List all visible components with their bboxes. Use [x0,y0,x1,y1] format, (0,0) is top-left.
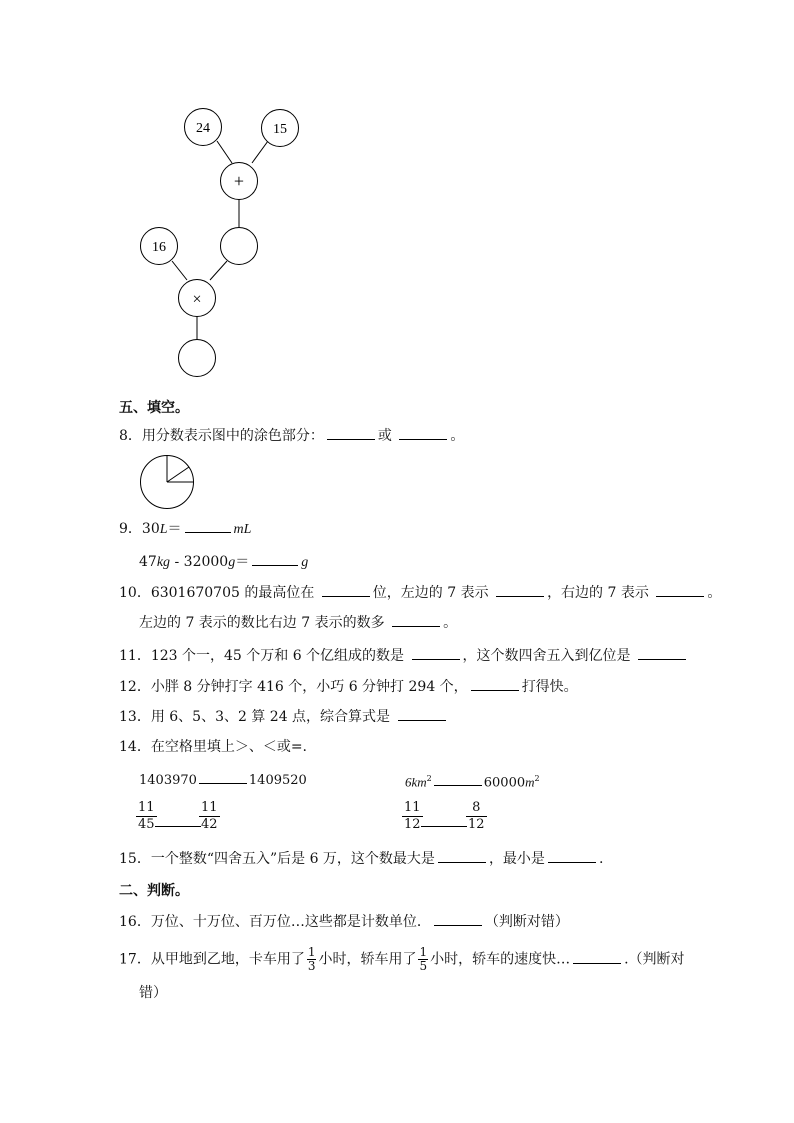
q14-f1-den: 45 [138,817,155,832]
q17-f2-num: 1 [419,945,428,959]
question-16 [119,911,569,932]
q14-f2-num: 11 [201,800,218,815]
q8-text: 8．用分数表示图中的涂色部分： [119,428,324,444]
q14-f1-num: 11 [138,800,155,815]
q14-c1-right: 1409520 [248,773,307,788]
question-15 [119,848,603,869]
q14-c2-sup-2: 2 [534,774,540,783]
q9-blank-1[interactable] [185,518,231,533]
times-icon: × [192,291,202,308]
node-16 [141,228,178,265]
q9-line2-mid: - 32000 [170,554,229,570]
q11-text-b: ，这个数四舍五入到亿位是 [462,648,631,664]
q9-unit-g-2: g [301,555,309,570]
q14-f-blank-2[interactable] [421,826,467,827]
q17-f1-num: 1 [307,945,316,959]
q11-blank-2[interactable] [638,645,686,660]
q14-c2-unit-km: km [411,774,427,790]
q12-text-b: 打得快。 [521,679,578,695]
q16-judge-label: （判断对错） [484,914,569,930]
q14-c2-unit-m: m [525,774,535,790]
q14-c2-sup-1: 2 [426,774,432,783]
q15-text-c: . [598,851,604,867]
q10-line2-end: 。 [443,615,458,631]
q16-blank[interactable] [434,911,482,926]
q14-fraction-4 [466,800,487,833]
node-15 [262,110,299,147]
q10-text-a: 10．6301670705 的最高位在 [119,585,315,601]
q8-end: 。 [450,428,465,444]
q8-blank-2[interactable] [399,425,447,440]
node-16-label: 16 [152,240,166,255]
plus-icon: + [233,171,245,191]
q17-text-c: 小时，轿车的速度快… [430,951,571,968]
q12-text-a: 12．小胖 8 分钟打字 416 个，小巧 6 分钟打 294 个， [119,679,468,695]
shaded-circle-figure [139,453,197,511]
q16-text: 16．万位、十万位、百万位…这些都是计数单位． [119,914,431,930]
question-12 [119,676,578,697]
q14-c1-left: 1403970 [139,773,197,788]
question-10-line-1 [119,582,721,603]
q14-fraction-2 [199,800,220,833]
q10-blank-4[interactable] [392,612,440,627]
q9-equals: ＝ [167,521,182,537]
question-10-line-2 [139,612,457,633]
node-24-label: 24 [196,121,210,136]
q10-text-b: 位，左边的 7 表示 [372,585,489,601]
q9-line2-equals: ＝ [235,554,250,570]
q13-blank[interactable] [398,706,446,721]
q10-blank-3[interactable] [656,582,704,597]
node-15-label: 15 [273,122,287,137]
q9-unit-l: L [159,522,168,537]
q14-f4-num: 8 [466,800,487,817]
q14-c1-blank[interactable] [199,769,247,784]
q9-unit-ml: mL [233,522,252,537]
q17-text-a: 17．从甲地到乙地，卡车用了 [119,951,305,968]
section-2-title: 二、判断。 [119,883,189,899]
question-9-line-2 [139,551,308,573]
question-13 [119,706,449,727]
question-17-line-2: 错） [139,985,167,1001]
node-24 [185,109,222,146]
q14-fraction-3 [402,800,423,833]
q17-f2-den: 5 [419,959,428,973]
q14-c2-left-value: 6 [405,774,412,790]
q15-text-a: 15．一个整数“四舍五入”后是 6 万，这个数最大是 [119,851,435,867]
calc-tree-diagram [130,100,320,385]
q10-text-d: 。 [707,585,722,601]
q14-f4-den: 12 [468,817,485,832]
question-14-title: 14．在空格里填上＞、＜或=. [119,739,307,755]
q14-c2-blank[interactable] [434,771,482,786]
q9-unit-kg: kg [156,555,171,570]
q17-text-d: .（判断对 [624,951,685,968]
q15-text-b: ，最小是 [488,851,545,867]
q8-blank-1[interactable] [327,425,375,440]
question-11 [119,645,689,666]
q14-c2-right-value: 60000 [483,775,526,791]
q14-f2-den: 42 [201,817,218,832]
q14-compare-1 [139,769,307,791]
q9-value: 9．30 [119,521,160,537]
q14-compare-2 [405,769,540,793]
q14-f-blank-1[interactable] [155,826,201,827]
q9-line2-value: 47 [139,554,157,570]
q11-blank-1[interactable] [412,645,460,660]
q17-blank[interactable] [573,949,621,964]
empty-result-node-sum[interactable] [221,228,258,265]
q14-f3-num: 11 [404,800,421,815]
question-17-line-1 [119,946,685,973]
q10-blank-1[interactable] [322,582,370,597]
question-9-line-1 [119,518,251,540]
q17-fraction-2 [418,946,428,973]
q8-or: 或 [377,428,392,444]
q15-blank-1[interactable] [438,848,486,863]
question-8 [119,425,464,446]
q10-text-c: ，右边的 7 表示 [547,585,649,601]
q13-text: 13．用 6、5、3、2 算 24 点，综合算式是 [119,709,391,725]
q14-f3-den: 12 [404,817,421,832]
q15-blank-2[interactable] [548,848,596,863]
q17-fraction-1 [307,946,317,973]
plus-operator-node [221,163,258,200]
times-operator-node [179,280,216,317]
q11-text-a: 11．123 个一，45 个万和 6 个亿组成的数是 [119,648,405,664]
q14-fraction-1 [136,800,157,833]
q9-blank-2[interactable] [252,551,298,566]
q9-unit-g: g [228,555,236,570]
q10-blank-2[interactable] [496,582,544,597]
empty-result-node-product[interactable] [179,340,216,377]
q17-f1-den: 3 [307,959,316,973]
q10-line2-text: 左边的 7 表示的数比右边 7 表示的数多 [139,615,385,631]
q12-blank[interactable] [471,676,519,691]
q17-text-b: 小时，轿车用了 [318,951,417,968]
section-5-title: 五、填空。 [119,400,189,416]
